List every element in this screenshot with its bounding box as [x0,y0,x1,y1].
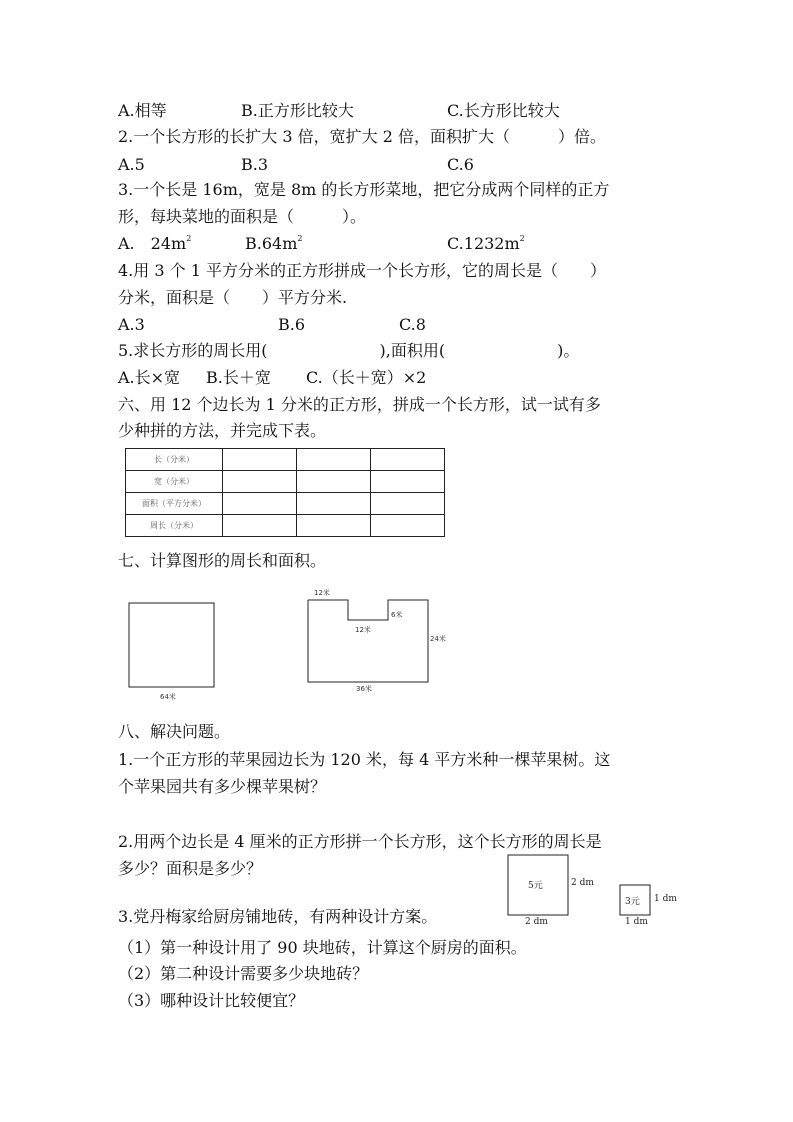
problem1-line-1: 1.一个正方形的苹果园边长为 120 米，每 4 平方米种一棵苹果树。这 [118,750,611,769]
section6-line-2: 少种拼的方法，并完成下表。 [118,421,327,440]
small-tile-side-label: 1 dm [654,894,677,904]
big-tile-price: 5元 [528,881,543,891]
q3-option-c: $C.1232m^2$ [447,234,525,253]
q2-option-a: A.5 [118,155,145,174]
row-label-perimeter: 周长（分米） [126,515,223,537]
shape-notch-width-label: 12米 [355,626,371,634]
q3-line-1: 3.一个长是 16m，宽是 8m 的长方形菜地，把它分成两个同样的正方 [118,180,610,199]
q3-option-b: $B.64m^2$ [245,234,303,253]
shape-bottom-label: 36米 [356,685,372,693]
section6-line-1: 六、用 12 个边长为 1 分米的正方形，拼成一个长方形，试一试有多 [118,395,601,414]
row-label-width: 宽（分米） [126,471,223,493]
row-label-length: 长（分米） [126,449,223,471]
problem3-sub-3: （3）哪种设计比较便宜？ [118,991,305,1010]
shape-right-label: 24米 [430,635,446,643]
square-side-label: 64米 [160,693,176,701]
q4-option-c: C.8 [399,315,426,334]
q3-line-2: 形，每块菜地的面积是（ ）。 [118,207,367,226]
big-tile-bottom-label: 2 dm [525,917,548,927]
q2-option-b: B.3 [241,155,269,174]
problem3-stem: 3.党丹梅家给厨房铺地砖，有两种设计方案。 [118,907,438,926]
q5-option-a: A.长×宽 [118,368,181,387]
q4-line-1: 4.用 3 个 1 平方分米的正方形拼成一个长方形，它的周长是（ ） [118,261,606,280]
q5-stem: 5.求长方形的周长用( ),面积用( )。 [118,341,580,360]
q1-option-a: A.相等 [118,101,167,120]
section8-title: 八、解决问题。 [118,722,231,741]
q2-option-c: C.6 [447,155,474,174]
shape-notch-depth-label: 6米 [391,611,403,619]
q2-stem: 2.一个长方形的长扩大 3 倍，宽扩大 2 倍，面积扩大（ ）倍。 [118,127,606,146]
big-tile-side-label: 2 dm [571,878,594,888]
problem1-line-2: 个苹果园共有多少棵苹果树？ [118,777,327,796]
problem2-line-1: 2.用两个边长是 4 厘米的正方形拼一个长方形，这个长方形的周长是 [118,832,602,851]
small-tile-bottom-label: 1 dm [625,917,648,927]
q5-option-b: B.长＋宽 [206,368,271,387]
small-tile-price: 3元 [625,897,640,907]
q1-option-c: C.长方形比较大 [447,101,560,120]
shape-top-left-label: 12米 [314,589,330,597]
problem3-sub-1: （1）第一种设计用了 90 块地砖，计算这个厨房的面积。 [118,938,527,957]
problem2-line-2: 多少？面积是多少？ [118,859,263,878]
square-figure [129,603,214,687]
q4-option-a: A.3 [118,315,145,334]
problem3-sub-2: （2）第二种设计需要多少块地砖？ [118,964,369,983]
q3-option-a: A. $24m^2$ [118,234,192,253]
q4-option-b: B.6 [278,315,306,334]
section7-title: 七、计算图形的周长和面积。 [118,551,327,570]
q1-option-b: B.正方形比较大 [241,101,354,120]
row-label-area: 面积（平方分米） [126,493,223,515]
q5-option-c: C.（长＋宽）×2 [306,368,427,387]
notched-rectangle-figure [308,600,428,682]
q4-line-2: 分米，面积是（ ）平方分米. [118,288,348,307]
